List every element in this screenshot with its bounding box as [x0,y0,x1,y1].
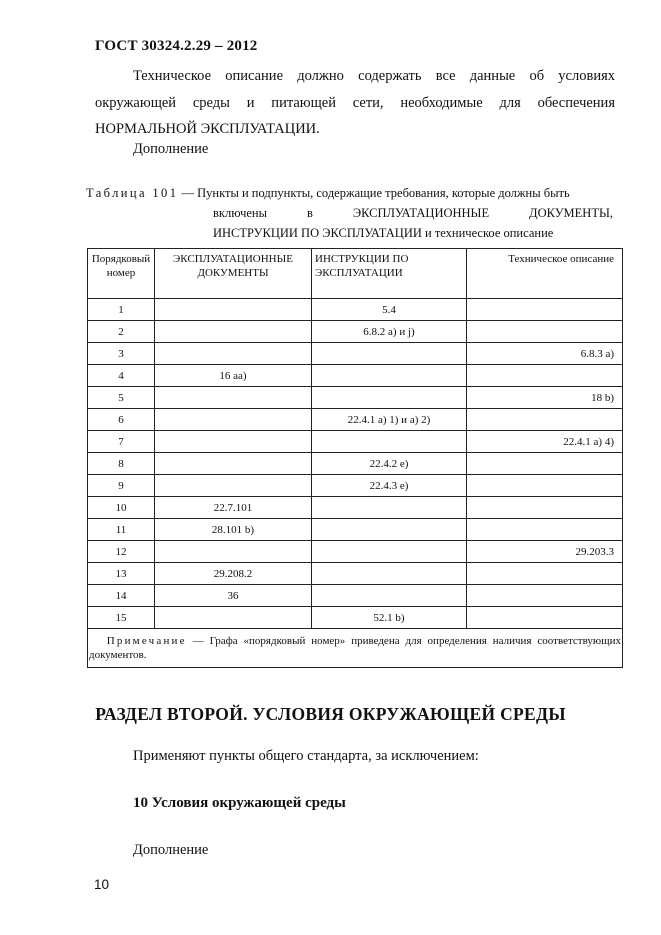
cell-instructions [312,343,467,365]
cell-number: 1 [88,299,155,321]
cell-technical-description [467,563,623,585]
cell-instructions [312,431,467,453]
cell-operational-documents [155,321,312,343]
table-row [88,585,623,607]
cell-technical-description [467,607,623,629]
cell-instructions: 5.4 [312,299,467,321]
cell-operational-documents [155,607,312,629]
cell-operational-documents [155,387,312,409]
cell-instructions [312,585,467,607]
table-note-row [88,629,623,668]
cell-number: 6 [88,409,155,431]
cell-number: 11 [88,519,155,541]
table-caption-line2: включены в ЭКСПЛУАТАЦИОННЫЕ ДОКУМЕНТЫ, [213,206,613,220]
cell-operational-documents [155,431,312,453]
cell-operational-documents [155,453,312,475]
table-row [88,563,623,585]
table-row [88,431,623,453]
cell-operational-documents: 16 aa) [155,365,312,387]
cell-technical-description [467,497,623,519]
cell-instructions: 22.4.1 a) 1) и a) 2) [312,409,467,431]
cell-technical-description [467,519,623,541]
column-header-operational-documents: ЭКСПЛУАТАЦИОННЫЕ ДОКУМЕНТЫ [155,249,312,299]
cell-technical-description [467,365,623,387]
cell-instructions: 6.8.2 a) и j) [312,321,467,343]
cell-instructions [312,541,467,563]
cell-operational-documents [155,541,312,563]
cell-instructions: 52.1 b) [312,607,467,629]
addition-label: Дополнение [133,141,209,157]
table-caption-label: Таблица 101 [86,186,179,200]
section-title: РАЗДЕЛ ВТОРОЙ. УСЛОВИЯ ОКРУЖАЮЩЕЙ СРЕДЫ [95,704,566,724]
cell-number: 12 [88,541,155,563]
cell-operational-documents: 28.101 b) [155,519,312,541]
cell-number: 7 [88,431,155,453]
cell-instructions [312,519,467,541]
page-number: 10 [94,877,110,892]
cell-number: 2 [88,321,155,343]
cell-number: 9 [88,475,155,497]
table-row [88,497,623,519]
cell-technical-description [467,585,623,607]
cell-operational-documents: 22.7.101 [155,497,312,519]
cell-number: 8 [88,453,155,475]
cell-technical-description: 22.4.1 a) 4) [467,431,623,453]
table-row [88,343,623,365]
table-row [88,299,623,321]
table-note-label: Примечание [106,635,187,647]
cell-number: 13 [88,563,155,585]
cell-instructions [312,365,467,387]
cell-number: 4 [88,365,155,387]
table-caption [86,183,570,203]
table-row [88,519,623,541]
document-header: ГОСТ 30324.2.29 – 2012 [95,38,258,54]
column-header-instructions: ИНСТРУКЦИИ ПО ЭКСПЛУАТАЦИИ [312,249,467,299]
cell-number: 14 [88,585,155,607]
table-row [88,409,623,431]
cell-operational-documents [155,475,312,497]
table-row [88,321,623,343]
table-header-row [88,249,623,299]
section-intro: Применяют пункты общего стандарта, за исключением: [133,748,479,764]
table-caption-line1: Пункты и подпункты, содержащие требования, которые должны быть [197,186,570,200]
cell-technical-description: 18 b) [467,387,623,409]
cell-technical-description: 29.203.3 [467,541,623,563]
cell-operational-documents: 29.208.2 [155,563,312,585]
table-row [88,365,623,387]
table-row [88,607,623,629]
cell-number: 5 [88,387,155,409]
table-note-text: — Графа «порядковый номер» приведена для определения наличия соответствующих документов. [89,635,621,661]
column-header-number: Порядковый номер [88,249,155,299]
cell-instructions: 22.4.3 e) [312,475,467,497]
column-header-technical-description: Техническое описание [467,249,623,299]
cell-technical-description [467,409,623,431]
cell-operational-documents [155,409,312,431]
table-row [88,475,623,497]
cell-technical-description [467,453,623,475]
table-row [88,541,623,563]
table-row [88,453,623,475]
table-note [88,629,623,668]
requirements-table [87,248,623,668]
section-addition-label: Дополнение [133,842,209,858]
cell-instructions: 22.4.2 e) [312,453,467,475]
cell-instructions [312,497,467,519]
cell-number: 10 [88,497,155,519]
cell-technical-description [467,321,623,343]
cell-operational-documents [155,343,312,365]
clause-title: 10 Условия окружающей среды [133,795,346,811]
cell-technical-description: 6.8.3 a) [467,343,623,365]
cell-operational-documents: 36 [155,585,312,607]
intro-paragraph: Техническое описание должно содержать все данные об условиях окружающей среды и питающей сети, необходимые для обеспечения НОРМАЛЬНОЙ ЭКСПЛУАТАЦИИ. [95,68,615,137]
cell-instructions [312,563,467,585]
cell-instructions [312,387,467,409]
table-row [88,387,623,409]
cell-operational-documents [155,299,312,321]
cell-number: 3 [88,343,155,365]
table-caption-line3: ИНСТРУКЦИИ ПО ЭКСПЛУАТАЦИИ и техническое описание [213,226,554,240]
cell-technical-description [467,299,623,321]
table-caption-dash: — [181,186,194,200]
cell-number: 15 [88,607,155,629]
cell-technical-description [467,475,623,497]
